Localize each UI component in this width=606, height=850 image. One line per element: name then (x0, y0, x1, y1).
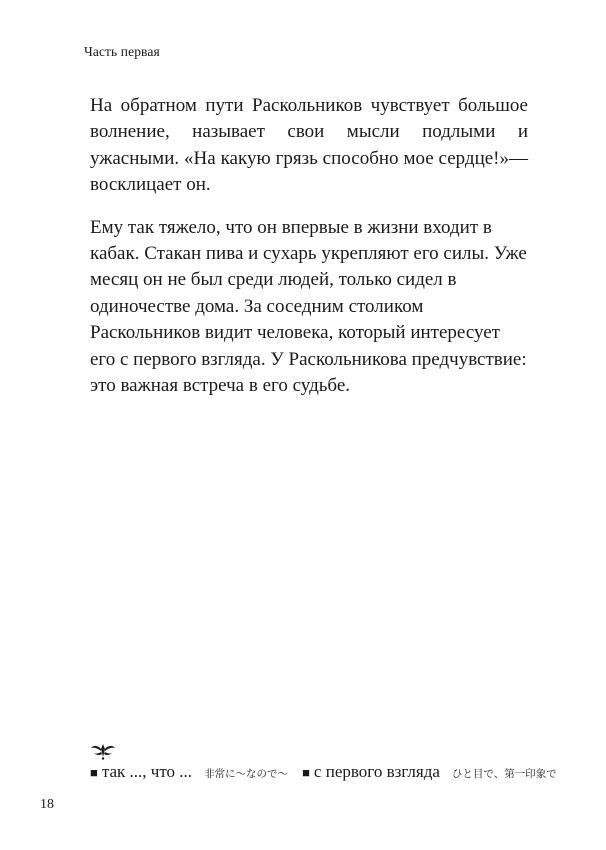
main-text (90, 93, 528, 415)
vocabulary-notes (90, 762, 560, 782)
vocab-gloss: ひと目で、第一印象で (451, 768, 557, 780)
paragraph: Ему так тяжело, что он впервые в жизни входит в кабак. Стакан пива и сухарь укрепляют его силы. Уже месяц он не был среди людей, только сидел в одиночестве дома. За соседним столиком Раскольников видит человека, который интересует его с первого взгляда. У Раскольникова предчувствие: это важная встреча в его судьбе. (90, 216, 527, 397)
vocab-term: с первого взгляда (313, 762, 440, 781)
bullet-square-icon: ■ (90, 765, 98, 780)
page-number: 18 (40, 797, 54, 812)
vocab-term: так ..., что ... (101, 762, 193, 781)
paragraph: На обратном пути Раскольников чувствует большое волнение, называет свои мысли подлыми и ужасными. «На какую грязь способно мое сердце!»—восклицает он. (90, 95, 528, 196)
vocab-gloss: 非常に〜なので〜 (204, 768, 289, 780)
vocab-note (90, 762, 288, 782)
decorative-flourish-icon (90, 742, 116, 760)
vocab-note (302, 762, 557, 782)
section-header: Часть первая (84, 44, 160, 59)
bullet-square-icon: ■ (302, 765, 310, 780)
